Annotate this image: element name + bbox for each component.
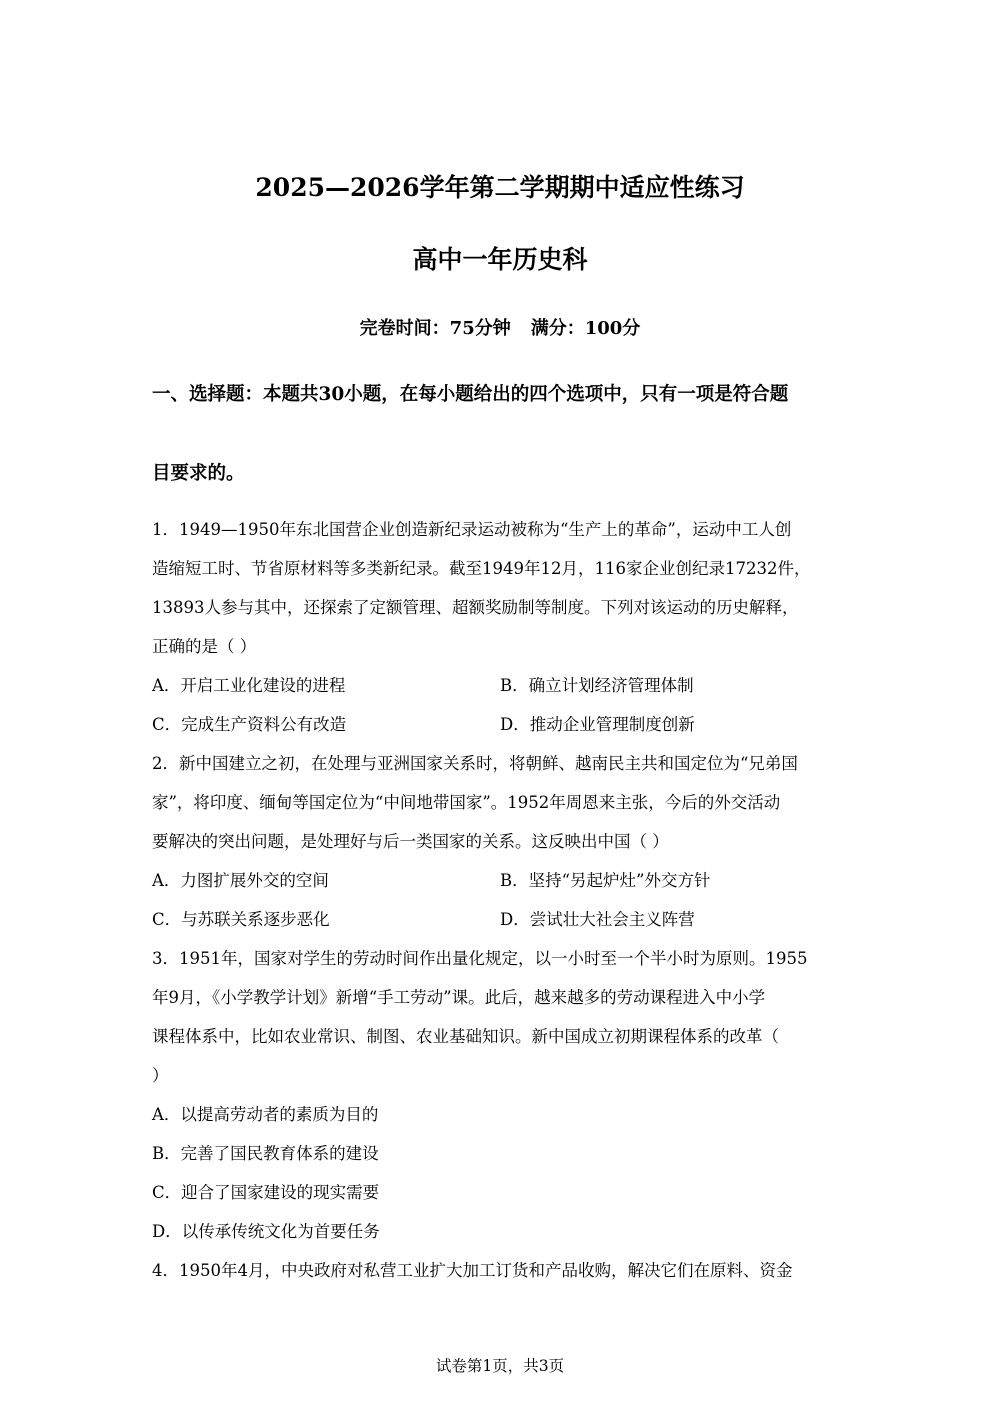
exam-meta	[0, 314, 1000, 340]
question-1-options	[152, 666, 852, 744]
question-2-line: 要解决的突出问题，是处理好与后一类国家的关系。这反映出中国（ ）	[152, 832, 669, 851]
question-1-line: 造缩短工时、节省原材料等多类新纪录。截至1949年12月，116家企业创纪录17232件，	[152, 559, 811, 578]
question-3-option-b[interactable]: B．完善了国民教育体系的建设	[152, 1144, 379, 1163]
section-heading-line2: 目要求的。	[152, 463, 245, 484]
question-3-option-c[interactable]: C．迎合了国家建设的现实需要	[152, 1183, 380, 1202]
page-footer: 试卷第1页，共3页	[435, 1357, 565, 1375]
question-1-stem	[152, 510, 852, 666]
question-3-option-a[interactable]: A．以提高劳动者的素质为目的	[152, 1105, 379, 1124]
score-label: 满分：100分	[530, 318, 641, 339]
question-4-line: 4．1950年4月，中央政府对私营工业扩大加工订货和产品收购，解决它们在原料、资金	[152, 1261, 793, 1280]
exam-title: 2025—2026学年第二学期期中适应性练习	[255, 173, 745, 202]
question-2-option-d[interactable]: D．尝试壮大社会主义阵营	[500, 910, 695, 929]
section-heading-line1: 一、选择题：本题共30小题，在每小题给出的四个选项中，只有一项是符合题	[152, 384, 789, 405]
question-2-line: 家”，将印度、缅甸等国定位为“中间地带国家”。1952年周恩来主张，今后的外交活动	[152, 793, 781, 812]
question-2-stem	[152, 744, 852, 861]
exam-subject: 高中一年历史科	[412, 245, 588, 274]
question-4-stem	[152, 1251, 852, 1290]
question-1-option-a[interactable]: A．开启工业化建设的进程	[152, 676, 346, 695]
question-3-line: 3．1951年，国家对学生的劳动时间作出量化规定，以一小时至一个半小时为原则。1955	[152, 949, 808, 968]
question-1-option-b[interactable]: B．确立计划经济管理体制	[500, 676, 694, 695]
question-3-line: 年9月，《小学教学计划》新增“手工劳动”课。此后，越来越多的劳动课程进入中小学	[152, 988, 766, 1007]
question-3-option-d[interactable]: D．以传承传统文化为首要任务	[152, 1222, 380, 1241]
question-2-line: 2．新中国建立之初，在处理与亚洲国家关系时，将朝鲜、越南民主共和国定位为“兄弟国	[152, 754, 798, 773]
question-2-options	[152, 861, 852, 939]
question-2-option-b[interactable]: B．坚持“另起炉灶”外交方针	[500, 871, 711, 890]
question-1-line: 正确的是（ ）	[152, 637, 257, 656]
question-3-line: ）	[152, 1066, 169, 1085]
question-1-option-c[interactable]: C．完成生产资料公有改造	[152, 715, 347, 734]
question-1-line: 13893人参与其中，还探索了定额管理、超额奖励制等制度。下列对该运动的历史解释，	[152, 598, 799, 617]
question-1-option-d[interactable]: D．推动企业管理制度创新	[500, 715, 695, 734]
question-3-stem	[152, 939, 852, 1095]
question-2-option-c[interactable]: C．与苏联关系逐步恶化	[152, 910, 330, 929]
question-1-line: 1．1949—1950年东北国营企业创造新纪录运动被称为“生产上的革命”，运动中工人创	[152, 520, 792, 539]
question-3-options	[152, 1095, 852, 1251]
question-3-line: 课程体系中，比如农业常识、制图、农业基础知识。新中国成立初期课程体系的改革（	[152, 1027, 779, 1046]
time-label: 完卷时间：75分钟	[359, 318, 511, 339]
question-2-option-a[interactable]: A．力图扩展外交的空间	[152, 871, 329, 890]
